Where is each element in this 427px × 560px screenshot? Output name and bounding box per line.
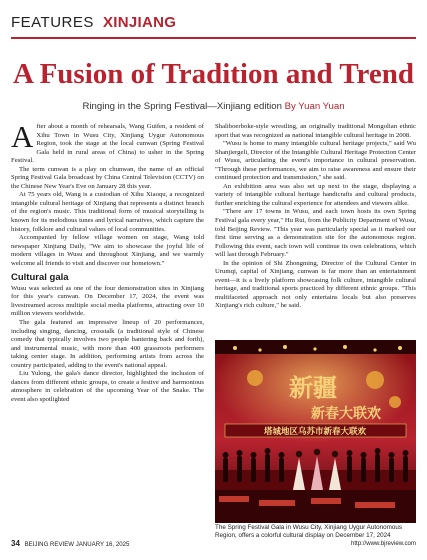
paragraph: "Wusu is home to many intangible cultural heritage projects," said Wu Shanjiergeli, Director of the Intangible Cultural Heritage Protection Center of Wusu, articulating the event's importance in cultural preservation. "Through these performances, we aim to raise awareness and ensure their continued protection and transmission," she said. [215,140,416,182]
section-header [11,14,416,36]
byline: By Yuan Yuan [284,101,345,112]
header-rule [11,37,416,39]
paragraph: The gala featured an impressive lineup of 20 performances, including singing, dancing, crosstalk (a traditional style of Chinese comedy that typically involves two people bantering back and forth), and instrumental music, with more than 400 grassroots performers taking center stage. In addition, performing artists from across the country participated, adding to the event's national appeal. [11,319,204,369]
article-title: A Fusion of Tradition and Trend [12,58,415,90]
footer-left [11,539,129,548]
svg-text:新疆: 新疆 [289,373,337,402]
topic-label: XINJIANG [103,14,177,31]
paragraph [11,119,204,166]
paragraph: An exhibition area was also set up next to the stage, displaying a variety of intangible cultural heritage handicrafts and cultural products, further enriching the cultural experience for attendees and viewers alike. [215,182,416,207]
right-column [215,123,416,311]
paragraph-text: fter about a month of rehearsals, Wang Guifen, a resident of Xihu Town in Wusu City, Xinjiang Uygur Autonomous Region, took the stage at the local cunwan (Spring Festival Gala held in rural areas of China) to usher in the Spring Festival. [11,123,204,165]
drop-cap: A [11,119,34,154]
paragraph: Shaliboerboke-style wrestling, an originally traditional Mongolian ethnic sport that was recognized as national intangible cultural heritage in 2008. [215,123,416,139]
paragraph: "There are 17 towns in Wusu, and each town hosts its own Spring Festival gala every year," Hu Rui, from the Publicity Department of Wusu, told Beijing Review. "This year was particularly special as it marked our first time serving as a demonstration site for the autonomous region. Following this event, each town will continue its own celebrations, which will last through February." [215,208,416,259]
section-label: FEATURES [11,14,94,31]
gala-photo [215,340,416,523]
paragraph: In the opinion of Shi Zhongming, Director of the Cultural Center in Urumqi, capital of Xinjiang, cunwan is far more than an entertainment event—it is a lively platform showcasing folk culture, intangible cultural heritage, and traditional sports practiced by different ethnic groups. "This multifaceted approach not only entertains locals but also preserves Xinjiang's rich culture," he said. [215,259,416,310]
svg-text:塔城地区乌苏市新春大联欢: 塔城地区乌苏市新春大联欢 [263,427,367,437]
footer-url[interactable]: http://www.bjreview.com [350,540,416,547]
paragraph: At 75 years old, Wang is a custodian of Xihu Xiaoqu, a recognized intangible cultural heritage of Xinjiang that represents a distinct branch of the region's music. This traditional form of musical storytelling is known for its melodious tunes and lyrical narratives, which capture the history, folklore and cultural values of local communities. [11,191,204,233]
section-heading: Cultural gala [11,272,69,284]
paragraph: The term cunwan is a play on chunwan, the name of an official Spring Festival Gala broadcast by China Central Television (CCTV) on the Chinese New Year's Eve on January 28 this year. [11,165,204,190]
svg-text:新春大联欢: 新春大联欢 [311,406,381,422]
article-subtitle [0,101,427,112]
gala-stage-illustration [215,340,416,523]
paragraph: Wusu was selected as one of the four demonstration sites in Xinjiang for this year's cunwan. On December 17, 2024, the event was livestreamed across multiple social media platforms, attracting over 10 million viewers worldwide. [11,284,204,318]
paragraph: Accompanied by fellow village women on stage, Wang told newspaper Xinjiang Daily, "We aim to showcase the joyful life of modern villages in Wusu and throughout Xinjiang, and we warmly welcome all friends to visit and discover our hometown." [11,234,204,267]
paragraph: Liu Yulong, the gala's dance director, highlighted the inclusion of dances from different ethnic groups, to create a festive and harmonious atmosphere in celebration of the upcoming Year of the Snake. The event also spotlighted [11,370,204,403]
left-column [11,119,204,405]
page-number: 34 [11,539,20,548]
photo-caption: The Spring Festival Gala in Wusu City, Xinjiang Uygur Autonomous Region, offers a colorful cultural display on December 17, 2024 [215,524,403,539]
subtitle-text: Ringing in the Spring Festival—Xinjiang edition [82,101,282,112]
publication-line: BEIJING REVIEW JANUARY 16, 2025 [24,541,130,548]
